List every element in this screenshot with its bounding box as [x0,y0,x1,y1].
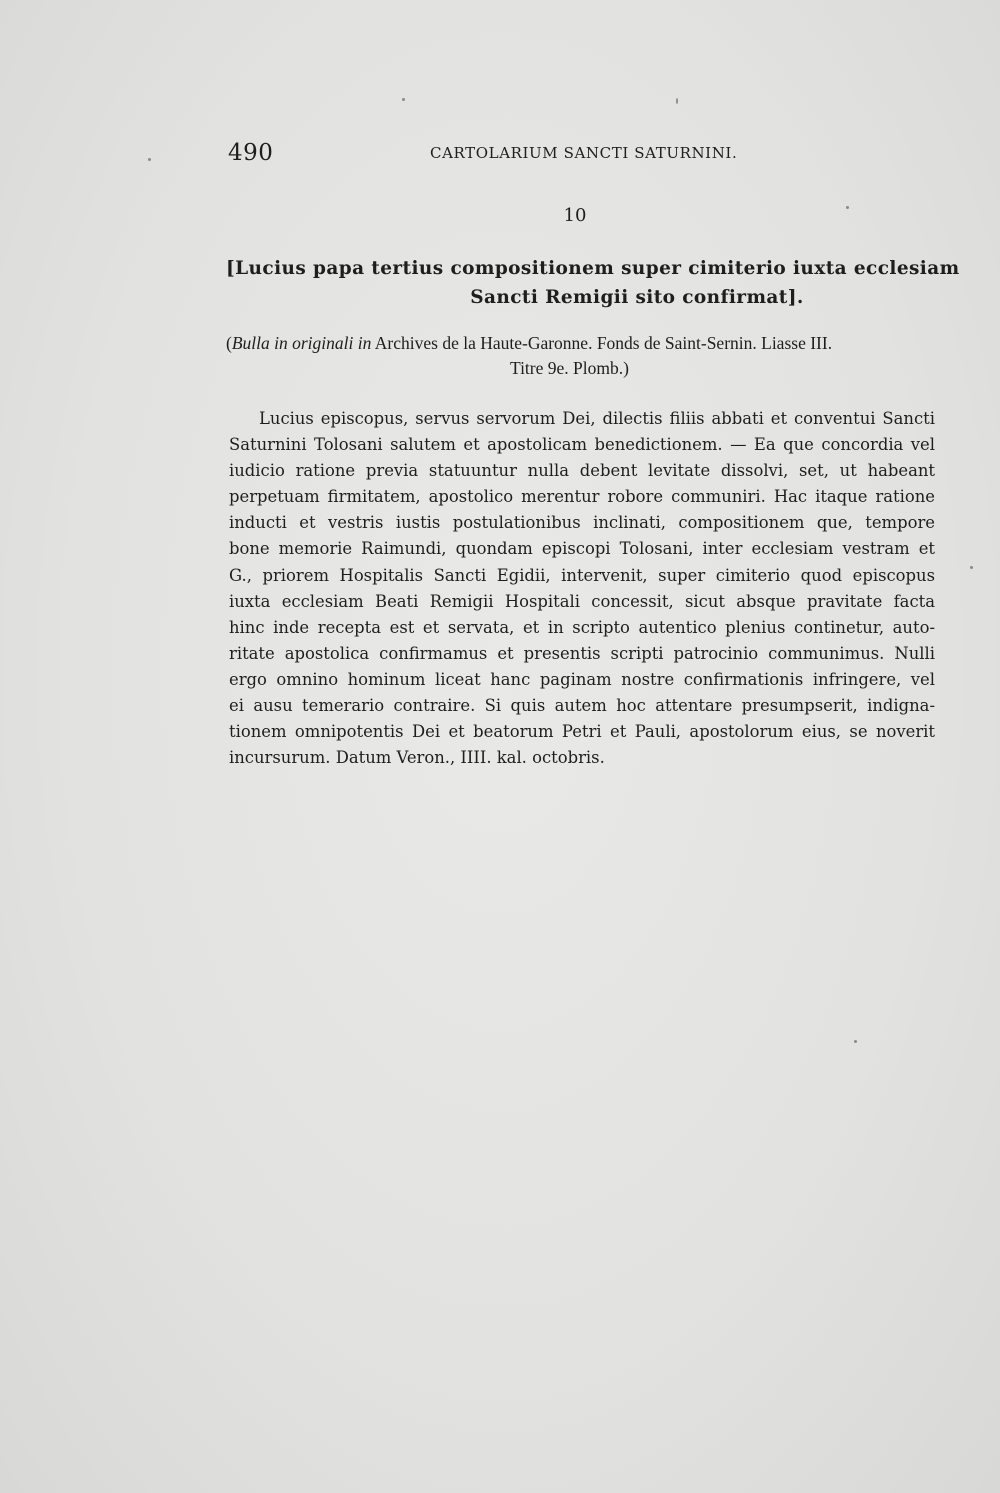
source-open-paren: ( [226,333,232,353]
document-title-line: [Lucius papa tertius compositionem super cimiterio iuxta ecclesiam [226,258,960,279]
body-line: perpetuam firmitatem, apostolico merentur robore communiri. Hac itaque ratione [229,487,935,507]
source-italic: Bulla in originali in [231,333,372,353]
source-note-line [226,331,938,356]
body-text [229,406,935,771]
source-note [226,331,938,381]
body-line: tionem omnipotentis Dei et beatorum Petri et Pauli, apostolorum eius, se noverit [229,722,935,742]
document-number: 10 [563,205,587,226]
paper-speck [676,98,678,104]
paper-speck [846,206,849,209]
source-note-line: Titre 9e. Plomb.) [510,358,629,378]
body-line: iuxta ecclesiam Beati Remigii Hospitali concessit, sicut absque pravitate facta [229,591,935,611]
body-line: inducti et vestris iustis postulationibus inclinati, compositionem que, tempore [229,513,935,533]
body-line: incursurum. Datum Veron., IIII. kal. octobris. [229,748,605,768]
document-title-line: Sancti Remigii sito confirmat]. [470,287,804,308]
paper-speck [854,1040,857,1043]
body-line: G., priorem Hospitalis Sancti Egidii, intervenit, super cimiterio quod episcopus [229,565,935,585]
paper-speck [148,158,151,161]
document-title [226,254,960,312]
page-number: 490 [228,140,274,166]
paper-speck [970,566,973,569]
source-archive: Archives de la Haute-Garonne. Fonds de Saint-Sernin. Liasse III. [371,333,833,353]
body-line: bone memorie Raimundi, quondam episcopi Tolosani, inter ecclesiam vestram et [229,539,935,559]
body-line: ritate apostolica confirmamus et presentis scripti patrocinio communimus. Nulli [229,643,935,663]
body-line: Lucius episcopus, servus servorum Dei, dilectis filiis abbati et conventui Sancti [259,409,935,428]
running-title: CARTOLARIUM SANCTI SATURNINI. [430,144,738,162]
body-line: iudicio ratione previa statuuntur nulla debent levitate dissolvi, set, ut habeant [229,461,935,481]
body-line: Saturnini Tolosani salutem et apostolicam benedictionem. — Ea que concordia vel [229,435,935,455]
paper-speck [402,98,405,101]
body-line: ei ausu temerario contraire. Si quis autem hoc attentare presumpserit, indigna- [229,696,935,716]
page-header [228,140,938,170]
body-line: hinc inde recepta est et servata, et in scripto autentico plenius continetur, auto- [229,617,935,637]
body-line: ergo omnino hominum liceat hanc paginam nostre confirmationis infringere, vel [229,669,935,689]
